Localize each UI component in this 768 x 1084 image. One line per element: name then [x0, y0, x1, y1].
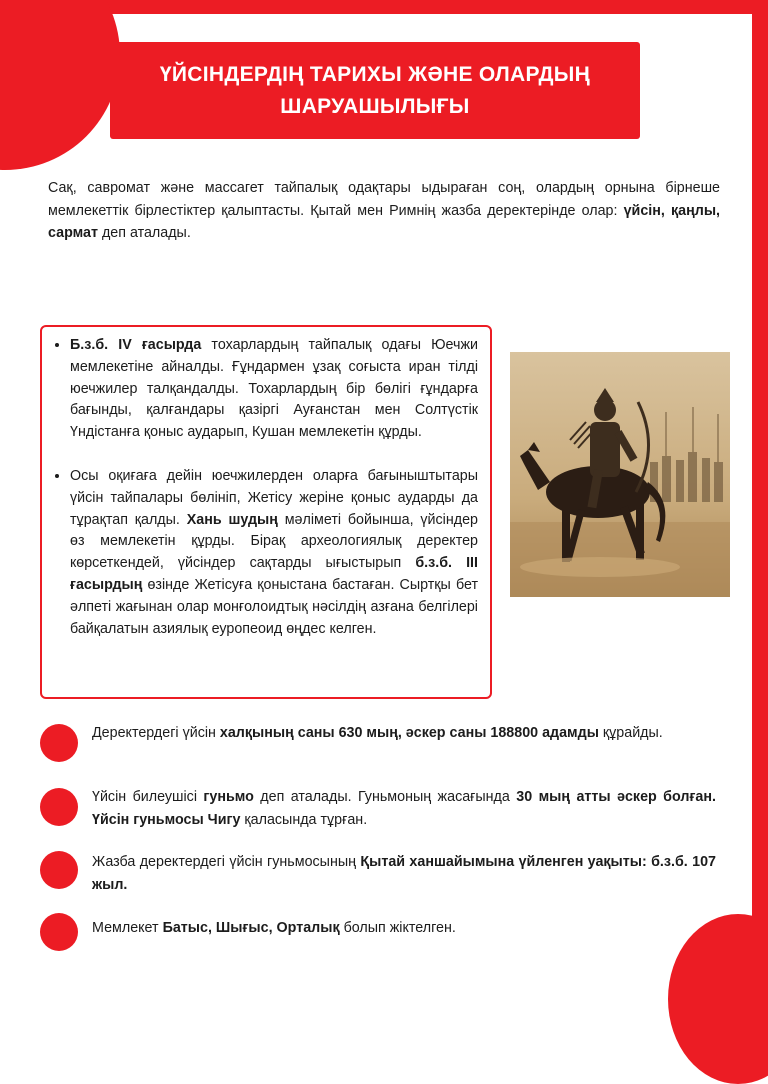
fact-text-part: Деректердегі үйсін [92, 725, 220, 741]
bullet-bold: Хань шудың [186, 511, 278, 528]
page-title-line1: ҮЙСІНДЕРДІҢ ТАРИХЫ ЖӘНЕ ОЛАРДЫҢ [159, 62, 591, 86]
fact-bold: гуньмо [203, 789, 254, 805]
history-bullets-box [40, 325, 492, 699]
bullet-text: Осы оқиғаға дейін юечжилерден оларға бағыныштытары үйсін тайпалары бөлініп, Жетісу жеріне қоныс аударды да тұрақтап қалды. [70, 467, 478, 528]
red-dot-icon [40, 851, 78, 889]
intro-tail: деп аталады. [97, 225, 191, 241]
bullet-text: мәліметі бойынша, үйсіндер өз мемлекетін құрды. Бірақ археологиялық деректер көрсеткендей, үйсіндер сақтарды ығыстырып [70, 511, 478, 572]
bullet-item [70, 466, 478, 640]
fact-text-part: Мемлекет [92, 920, 163, 936]
intro-text: Сақ, савромат және массагет тайпалық одақтары ыдыраған соң, олардың орнына бірнеше мемлекеттік бірлестіктер қалыптасты. Қытай мен Римнің жазба деректерінде олар: [48, 180, 720, 219]
fact-text [92, 917, 716, 940]
fact-bold: Қытай ханшайымына үйленген уақыты: б.з.б. 107 жыл. [92, 854, 716, 893]
fact-bold: Батыс, Шығыс, Орталық [162, 920, 340, 936]
bullet-list [42, 335, 490, 662]
page-title-line2: ШАРУАШЫЛЫҒЫ [280, 94, 470, 118]
bullet-item [70, 335, 478, 444]
fact-text-part: Үйсін билеушісі [92, 789, 204, 805]
fact-text-part: деп аталады. Гуньмоның жасағында [253, 789, 517, 805]
red-dot-icon [40, 788, 78, 826]
top-red-border [0, 0, 768, 14]
fact-text [92, 851, 716, 896]
bullet-text: өзінде Жетісуға қоныстана бастаған. Сыртқы бет әлпеті жағынан олар монғолоидтық нәсілдің азғана белгілері байқалатын азиялық еуропеоид өңдес келген. [70, 576, 478, 637]
decorative-red-circle [0, 0, 120, 170]
fact-text-part: Жазба деректердегі үйсін гуньмосының [92, 854, 361, 870]
intro-paragraph [48, 177, 720, 245]
bullet-bold: б.з.б. III ғасырдың [70, 555, 478, 593]
bullet-text: тохарлардың тайпалық одағы Юечжи мемлекетіне айналды. Ғұндармен ұзақ соғыста иран тілді юечжилер талқандалды. Тохарлардың бір бөлігі ғұндарға бағынды, қалғандары қазіргі Ауғанстан мен Солтүстік Үндістанға қоныс аударып, Кушан мемлекетін құрды. [70, 337, 478, 441]
mounted-warrior-illustration [510, 352, 730, 597]
fact-bold: халқының саны 630 мың, әскер саны 188800 адамды [219, 725, 599, 741]
fact-text [92, 786, 716, 831]
fact-text-part: құрайды. [598, 725, 663, 741]
fact-text [92, 722, 716, 745]
title-banner [110, 42, 640, 139]
bullet-bold: Б.з.б. IV ғасырда [70, 337, 202, 353]
decorative-red-circle-bottom [668, 914, 768, 1084]
red-dot-icon [40, 913, 78, 951]
warrior-image [510, 352, 730, 597]
page-title [160, 59, 590, 123]
red-dot-icon [40, 724, 78, 762]
intro-bold: үйсін, қаңлы, сармат [48, 202, 720, 241]
fact-bold: 30 мың атты әскер болған. Үйсін гуньмосы Чигу [92, 789, 716, 828]
fact-text-part: қаласында тұрған. [240, 811, 368, 828]
right-red-border [752, 0, 768, 1024]
fact-text-part: болып жіктелген. [339, 920, 456, 936]
